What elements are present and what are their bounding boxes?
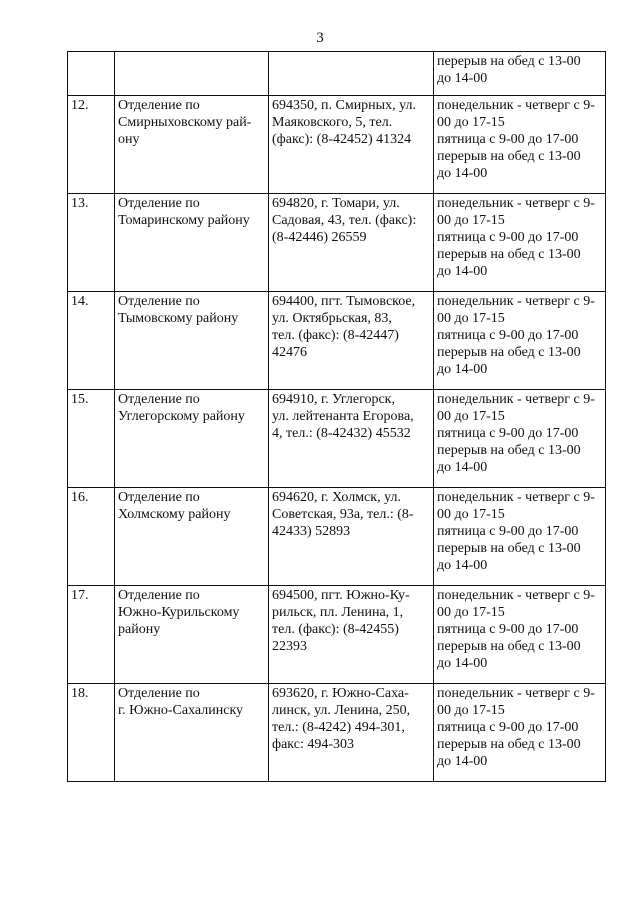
office-name-line: Южно-Курильскому (118, 605, 240, 620)
office-hours-cell (434, 194, 606, 292)
office-hours-line: 00 до 17-15 (437, 311, 505, 326)
office-hours-line: понедельник - четверг с 9- (437, 294, 595, 309)
office-hours-line: перерыв на обед с 13-00 (437, 737, 581, 752)
office-hours-line: перерыв на обед с 13-00 (437, 345, 581, 360)
office-address-line: 694620, г. Холмск, ул. (272, 490, 401, 505)
office-hours-line: пятница с 9-00 до 17-00 (437, 524, 579, 539)
office-address-cell (269, 194, 434, 292)
office-address-line: 694350, п. Смирных, ул. (272, 98, 416, 113)
office-address-cell (269, 96, 434, 194)
office-name-line: Отделение по (118, 196, 200, 211)
row-number-cell: 12. (68, 96, 115, 194)
office-hours-line: 00 до 17-15 (437, 213, 505, 228)
office-name-line: Холмскому району (118, 507, 231, 522)
office-hours-line: до 14-00 (437, 460, 488, 475)
office-hours-line: до 14-00 (437, 264, 488, 279)
office-name-cell (115, 488, 269, 586)
office-address-cell (269, 52, 434, 96)
office-hours-line: перерыв на обед с 13-00 (437, 149, 581, 164)
office-address-line: тел. (факс): (8-42447) (272, 328, 399, 343)
office-name-cell (115, 292, 269, 390)
table-row (68, 488, 606, 586)
table-row-continued (68, 52, 606, 96)
office-hours-line: пятница с 9-00 до 17-00 (437, 328, 579, 343)
office-name-line: Томаринскому району (118, 213, 250, 228)
row-number-cell: 13. (68, 194, 115, 292)
office-hours-line: понедельник - четверг с 9- (437, 588, 595, 603)
office-hours-line: перерыв на обед с 13-00 (437, 247, 581, 262)
office-address-line: 694400, пгт. Тымовское, (272, 294, 416, 309)
office-hours-line: до 14-00 (437, 166, 488, 181)
office-hours-line: понедельник - четверг с 9- (437, 98, 595, 113)
office-address-line: Маяковского, 5, тел. (272, 115, 393, 130)
table-row (68, 586, 606, 684)
table-row (68, 390, 606, 488)
offices-table-body (68, 52, 606, 782)
row-number-cell: 18. (68, 684, 115, 782)
office-name-line: Отделение по (118, 98, 200, 113)
office-address-line: (8-42446) 26559 (272, 230, 367, 245)
office-hours-cell (434, 684, 606, 782)
office-hours-line: 00 до 17-15 (437, 115, 505, 130)
table-row (68, 292, 606, 390)
office-address-line: ул. Октябрьская, 83, (272, 311, 392, 326)
office-name-line: Отделение по (118, 490, 200, 505)
office-hours-line: пятница с 9-00 до 17-00 (437, 622, 579, 637)
office-address-line: (факс): (8-42452) 41324 (272, 132, 412, 147)
office-hours-cell (434, 96, 606, 194)
row-number-cell: 14. (68, 292, 115, 390)
office-name-line: ону (118, 132, 140, 147)
row-number-cell: 16. (68, 488, 115, 586)
office-hours-line: 00 до 17-15 (437, 703, 505, 718)
office-hours-line: 00 до 17-15 (437, 507, 505, 522)
row-number-cell (68, 52, 115, 96)
office-name-cell (115, 96, 269, 194)
office-hours-line: понедельник - четверг с 9- (437, 490, 595, 505)
office-address-cell (269, 390, 434, 488)
office-address-line: 694500, пгт. Южно-Ку- (272, 588, 410, 603)
office-hours-line: до 14-00 (437, 754, 488, 769)
office-hours-line: понедельник - четверг с 9- (437, 196, 595, 211)
office-name-line: Смирныховскому рай- (118, 115, 252, 130)
office-hours-line: пятница с 9-00 до 17-00 (437, 720, 579, 735)
offices-table (67, 51, 606, 782)
office-hours-line: до 14-00 (437, 558, 488, 573)
office-hours-line: понедельник - четверг с 9- (437, 686, 595, 701)
office-name-line: Отделение по (118, 294, 200, 309)
office-address-line: 694910, г. Углегорск, (272, 392, 395, 407)
office-name-cell (115, 52, 269, 96)
row-number-cell: 17. (68, 586, 115, 684)
office-name-line: Отделение по (118, 686, 200, 701)
office-address-line: 42476 (272, 345, 307, 360)
office-address-line: линск, ул. Ленина, 250, (272, 703, 411, 718)
office-hours-line: 00 до 17-15 (437, 409, 505, 424)
page-number: 3 (316, 30, 324, 46)
office-hours-line: перерыв на обед с 13-00 (437, 541, 581, 556)
office-address-line: 42433) 52893 (272, 524, 351, 539)
office-hours-line: перерыв на обед с 13-00 (437, 443, 581, 458)
office-address-cell (269, 488, 434, 586)
office-address-cell (269, 684, 434, 782)
office-hours-line: перерыв на обед с 13-00 (437, 639, 581, 654)
table-row (68, 194, 606, 292)
office-name-line: Отделение по (118, 588, 200, 603)
row-number-cell: 15. (68, 390, 115, 488)
office-hours-line: 00 до 17-15 (437, 605, 505, 620)
office-address-line: Советская, 93а, тел.: (8- (272, 507, 414, 522)
hours-line: перерыв на обед с 13-00 (437, 54, 581, 69)
office-name-cell (115, 586, 269, 684)
office-hours-cell (434, 586, 606, 684)
office-address-line: тел.: (8-4242) 494-301, (272, 720, 405, 735)
office-name-cell (115, 684, 269, 782)
office-address-line: тел. (факс): (8-42455) (272, 622, 399, 637)
office-hours-line: пятница с 9-00 до 17-00 (437, 230, 579, 245)
office-address-line: 22393 (272, 639, 307, 654)
office-name-line: г. Южно-Сахалинску (118, 703, 244, 718)
office-address-line: Садовая, 43, тел. (факс): (272, 213, 417, 228)
office-address-cell (269, 292, 434, 390)
office-hours-cell (434, 390, 606, 488)
office-hours-cell (434, 52, 606, 96)
office-name-cell (115, 194, 269, 292)
office-hours-line: пятница с 9-00 до 17-00 (437, 132, 579, 147)
office-name-line: Тымовскому району (118, 311, 239, 326)
hours-line: до 14-00 (437, 71, 488, 86)
office-address-line: ул. лейтенанта Егорова, (272, 409, 414, 424)
office-hours-line: до 14-00 (437, 656, 488, 671)
office-hours-line: пятница с 9-00 до 17-00 (437, 426, 579, 441)
table-row (68, 684, 606, 782)
office-address-cell (269, 586, 434, 684)
office-name-cell (115, 390, 269, 488)
table-row (68, 96, 606, 194)
office-address-line: 4, тел.: (8-42432) 45532 (272, 426, 411, 441)
office-hours-line: понедельник - четверг с 9- (437, 392, 595, 407)
office-address-line: рильск, пл. Ленина, 1, (272, 605, 404, 620)
office-hours-line: до 14-00 (437, 362, 488, 377)
office-address-line: факс: 494-303 (272, 737, 355, 752)
office-name-line: району (118, 622, 161, 637)
office-hours-cell (434, 488, 606, 586)
office-address-line: 694820, г. Томари, ул. (272, 196, 400, 211)
office-address-line: 693620, г. Южно-Саха- (272, 686, 409, 701)
office-name-line: Углегорскому району (118, 409, 245, 424)
office-hours-cell (434, 292, 606, 390)
office-name-line: Отделение по (118, 392, 200, 407)
